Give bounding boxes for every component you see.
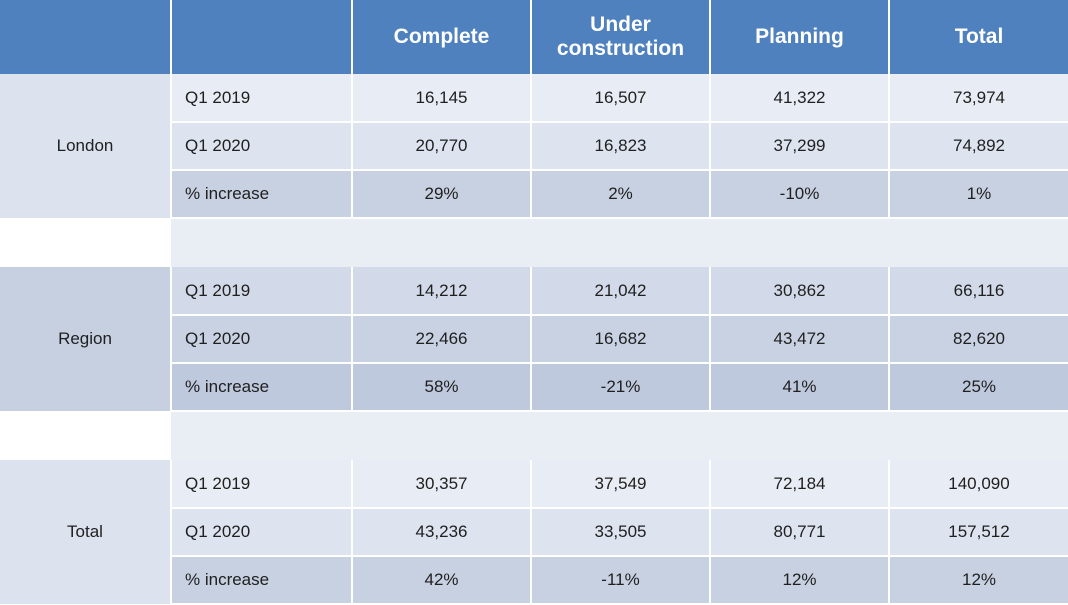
- header-under-construction: Under construction: [531, 0, 710, 74]
- group-label-london: London: [0, 74, 171, 218]
- period-cell: Q1 2019: [171, 267, 352, 315]
- period-cell: Q1 2020: [171, 508, 352, 556]
- value-planning: 72,184: [710, 460, 889, 508]
- table-row: [0, 267, 1068, 315]
- value-under-construction: 21,042: [531, 267, 710, 315]
- value-planning: 41%: [710, 363, 889, 411]
- value-planning: -10%: [710, 170, 889, 218]
- table-row: [0, 460, 1068, 508]
- value-planning: 12%: [710, 556, 889, 604]
- value-complete: 43,236: [352, 508, 531, 556]
- value-complete: 22,466: [352, 315, 531, 363]
- value-under-construction: 16,823: [531, 122, 710, 170]
- value-total: 82,620: [889, 315, 1068, 363]
- header-corner-period: [171, 0, 352, 74]
- period-cell: % increase: [171, 363, 352, 411]
- value-complete: 16,145: [352, 74, 531, 122]
- value-planning: 30,862: [710, 267, 889, 315]
- value-under-construction: 16,682: [531, 315, 710, 363]
- value-total: 25%: [889, 363, 1068, 411]
- group-label-total: Total: [0, 460, 171, 604]
- header-corner-group: [0, 0, 171, 74]
- period-cell: Q1 2019: [171, 74, 352, 122]
- table-row: [0, 74, 1068, 122]
- value-planning: 37,299: [710, 122, 889, 170]
- spacer-cell: [171, 411, 1068, 460]
- value-under-construction: -11%: [531, 556, 710, 604]
- value-total: 73,974: [889, 74, 1068, 122]
- value-total: 74,892: [889, 122, 1068, 170]
- value-complete: 20,770: [352, 122, 531, 170]
- header-total: Total: [889, 0, 1068, 74]
- value-total: 66,116: [889, 267, 1068, 315]
- group-label-region: Region: [0, 267, 171, 411]
- spacer-cell: [0, 411, 171, 460]
- value-planning: 43,472: [710, 315, 889, 363]
- spacer-cell: [0, 218, 171, 267]
- period-cell: Q1 2020: [171, 315, 352, 363]
- value-under-construction: 33,505: [531, 508, 710, 556]
- value-under-construction: 16,507: [531, 74, 710, 122]
- table-spacer-row: [0, 411, 1068, 460]
- period-cell: % increase: [171, 170, 352, 218]
- value-under-construction: 37,549: [531, 460, 710, 508]
- header-planning: Planning: [710, 0, 889, 74]
- table-header-row: [0, 0, 1068, 74]
- period-cell: Q1 2020: [171, 122, 352, 170]
- period-cell: % increase: [171, 556, 352, 604]
- value-total: 12%: [889, 556, 1068, 604]
- value-total: 1%: [889, 170, 1068, 218]
- value-complete: 30,357: [352, 460, 531, 508]
- value-complete: 42%: [352, 556, 531, 604]
- table-spacer-row: [0, 218, 1068, 267]
- header-complete: Complete: [352, 0, 531, 74]
- spacer-cell: [171, 218, 1068, 267]
- value-under-construction: -21%: [531, 363, 710, 411]
- value-planning: 80,771: [710, 508, 889, 556]
- value-total: 140,090: [889, 460, 1068, 508]
- value-total: 157,512: [889, 508, 1068, 556]
- period-cell: Q1 2019: [171, 460, 352, 508]
- value-planning: 41,322: [710, 74, 889, 122]
- value-under-construction: 2%: [531, 170, 710, 218]
- value-complete: 14,212: [352, 267, 531, 315]
- value-complete: 58%: [352, 363, 531, 411]
- value-complete: 29%: [352, 170, 531, 218]
